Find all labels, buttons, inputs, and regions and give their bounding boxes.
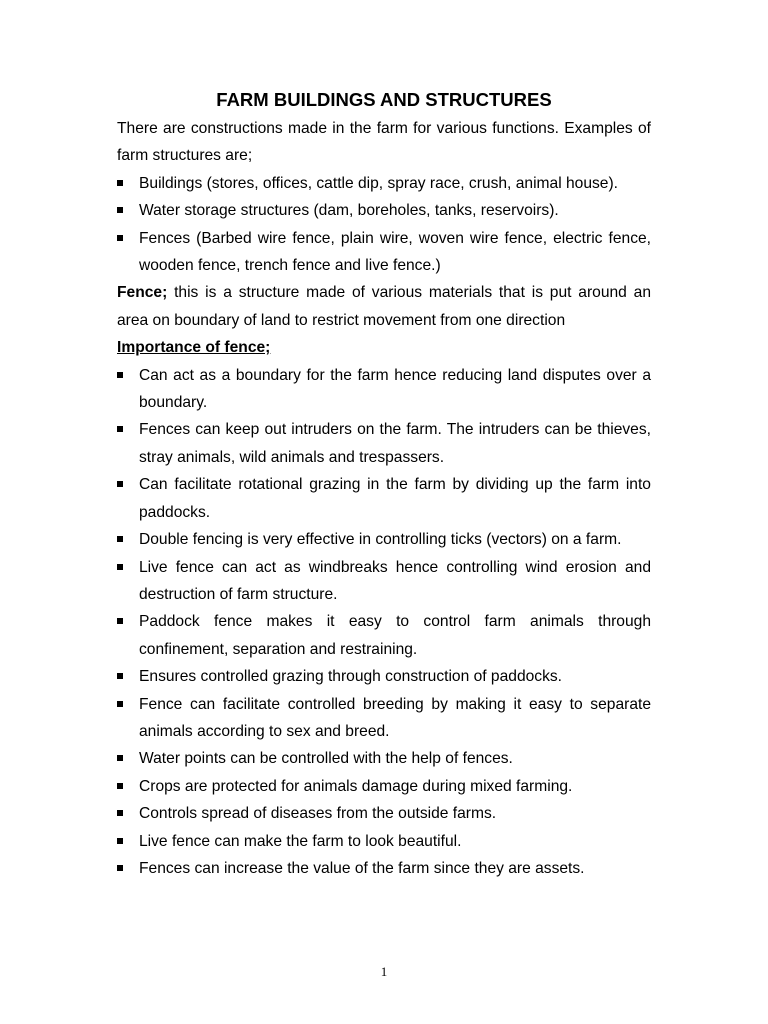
list-item xyxy=(117,225,651,280)
list-item-text: Crops are protected for animals damage during mixed farming. xyxy=(139,777,573,795)
list-item-text: Paddock fence makes it easy to control farm animals through confinement, separation and restraining. xyxy=(139,613,651,658)
list-item xyxy=(117,170,651,197)
importance-heading: Importance of fence; xyxy=(117,339,271,357)
square-bullet-icon xyxy=(117,701,123,707)
document-title: FARM BUILDINGS AND STRUCTURES xyxy=(216,89,552,110)
page-number: 1 xyxy=(380,964,388,979)
list-item xyxy=(117,745,651,772)
square-bullet-icon xyxy=(117,481,123,487)
square-bullet-icon xyxy=(117,180,123,186)
list-item-text: Controls spread of diseases from the outside farms. xyxy=(139,805,497,823)
square-bullet-icon xyxy=(117,564,123,570)
square-bullet-icon xyxy=(117,783,123,789)
examples-list xyxy=(117,170,651,280)
intro-paragraph: There are constructions made in the farm for various functions. Examples of farm structures are; xyxy=(117,120,651,165)
list-item xyxy=(117,828,651,855)
square-bullet-icon xyxy=(117,755,123,761)
list-item-text: Can act as a boundary for the farm hence reducing land disputes over a boundary. xyxy=(139,366,651,412)
list-item xyxy=(117,554,651,609)
square-bullet-icon xyxy=(117,838,123,844)
list-item-text: Water storage structures (dam, boreholes, tanks, reservoirs). xyxy=(139,202,559,220)
list-item xyxy=(117,362,651,417)
list-item-text: Water points can be controlled with the help of fences. xyxy=(139,750,513,768)
fence-definition: this is a structure made of various materials that is put around an area on boundary of land to restrict movement from one direction xyxy=(117,284,651,329)
fence-term: Fence; xyxy=(117,284,168,302)
list-item-text: Can facilitate rotational grazing in the farm by dividing up the farm into paddocks. xyxy=(139,476,651,521)
list-item xyxy=(117,773,651,800)
list-item xyxy=(117,663,651,690)
list-item xyxy=(117,608,651,663)
list-item-text: Live fence can make the farm to look beautiful. xyxy=(139,832,462,850)
list-item xyxy=(117,691,651,746)
square-bullet-icon xyxy=(117,372,123,378)
square-bullet-icon xyxy=(117,618,123,624)
square-bullet-icon xyxy=(117,235,123,241)
list-item-text: Fences can keep out intruders on the farm. The intruders can be thieves, stray animals, wild animals and trespassers. xyxy=(139,421,651,466)
list-item xyxy=(117,416,651,471)
list-item-text: Fences (Barbed wire fence, plain wire, woven wire fence, electric fence, wooden fence, trench fence and live fence.) xyxy=(139,229,651,275)
list-item-text: Fence can facilitate controlled breeding by making it easy to separate animals according to sex and breed. xyxy=(139,695,651,740)
list-item xyxy=(117,471,651,526)
list-item-text: Ensures controlled grazing through construction of paddocks. xyxy=(139,668,563,686)
list-item xyxy=(117,526,651,553)
list-item-text: Live fence can act as windbreaks hence controlling wind erosion and destruction of farm structure. xyxy=(139,558,651,603)
square-bullet-icon xyxy=(117,865,123,871)
square-bullet-icon xyxy=(117,426,123,432)
list-item-text: Double fencing is very effective in controlling ticks (vectors) on a farm. xyxy=(139,531,622,549)
square-bullet-icon xyxy=(117,207,123,213)
list-item-text: Fences can increase the value of the farm since they are assets. xyxy=(139,859,585,877)
list-item-text: Buildings (stores, offices, cattle dip, spray race, crush, animal house). xyxy=(139,174,619,192)
square-bullet-icon xyxy=(117,673,123,679)
list-item xyxy=(117,197,651,224)
fence-definition-paragraph xyxy=(117,279,651,334)
square-bullet-icon xyxy=(117,536,123,542)
page-content xyxy=(117,87,651,882)
list-item xyxy=(117,800,651,827)
list-item xyxy=(117,855,651,882)
importance-list xyxy=(117,362,651,883)
square-bullet-icon xyxy=(117,810,123,816)
